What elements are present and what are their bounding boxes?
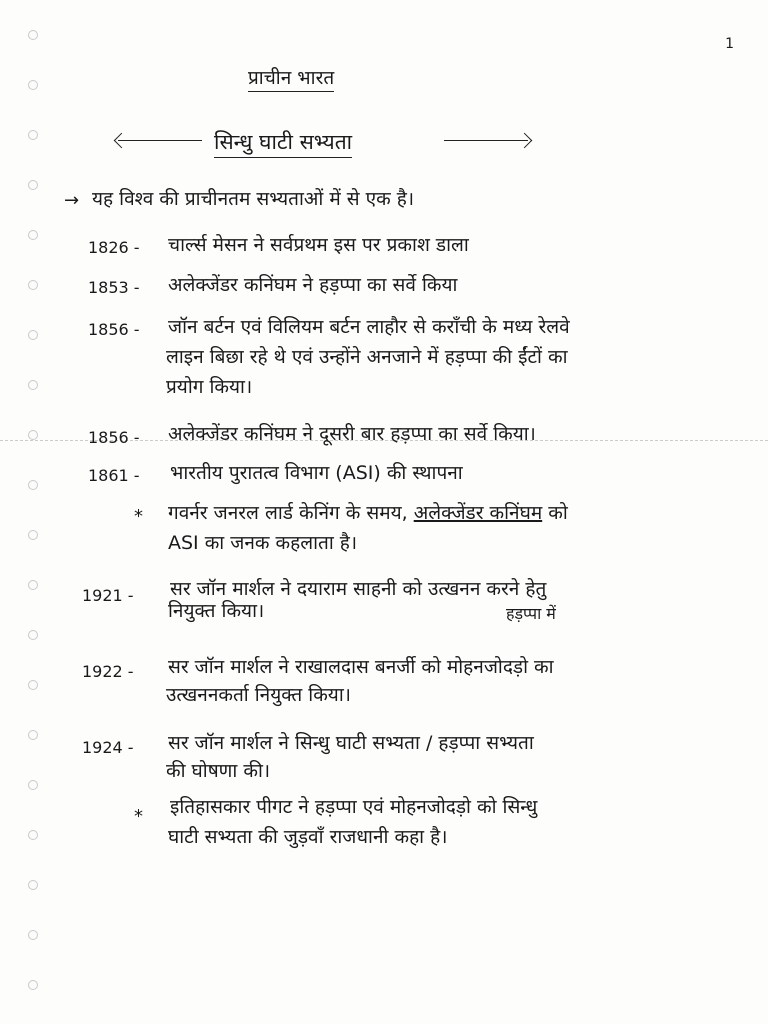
asterisk-bullet-icon: * xyxy=(134,506,143,527)
note-text: घाटी सभ्यता की जुड़वाँ राजधानी कहा है। xyxy=(168,826,448,848)
underlined-name: अलेक्जेंडर कनिंघम xyxy=(413,502,543,524)
left-arrow-icon xyxy=(118,140,202,141)
punch-hole xyxy=(28,80,38,90)
section-title: सिन्धु घाटी सभ्यता xyxy=(214,128,352,158)
entry-text: की घोषणा की। xyxy=(166,760,271,782)
entry-year: 1856 - xyxy=(88,428,140,447)
page-title: प्राचीन भारत xyxy=(248,64,334,92)
section-heading xyxy=(118,128,528,160)
inserted-note: हड़प्पा में xyxy=(506,604,556,623)
entry-year: 1856 - xyxy=(88,320,140,339)
entry-year: 1853 - xyxy=(88,278,140,297)
entry-year: 1922 - xyxy=(82,662,134,681)
punch-hole xyxy=(28,180,38,190)
punch-hole xyxy=(28,880,38,890)
entry-text: अलेक्जेंडर कनिंघम ने हड़प्पा का सर्वे किया xyxy=(168,274,458,296)
entry-text: अलेक्जेंडर कनिंघम ने दूसरी बार हड़प्पा का सर्वे किया। xyxy=(168,423,536,445)
punch-hole xyxy=(28,780,38,790)
punch-hole xyxy=(28,730,38,740)
entry-text: सर जॉन मार्शल ने राखालदास बनर्जी को मोहनजोदड़ो का xyxy=(168,656,554,678)
note-text: ASI का जनक कहलाता है। xyxy=(168,532,358,554)
punch-hole xyxy=(28,980,38,990)
punch-hole xyxy=(28,430,38,440)
punch-hole xyxy=(28,480,38,490)
note-text-part: गवर्नर जनरल लार्ड केनिंग के समय, xyxy=(168,502,414,524)
asterisk-bullet-icon: * xyxy=(134,806,143,827)
entry-text: सर जॉन मार्शल ने सिन्धु घाटी सभ्यता / हड़प्पा सभ्यता xyxy=(168,732,534,754)
entry-text: सर जॉन मार्शल ने दयाराम साहनी को उत्खनन करने हेतु xyxy=(170,578,547,600)
entry-year: 1861 - xyxy=(88,466,140,485)
note-text xyxy=(168,502,568,525)
punch-hole xyxy=(28,530,38,540)
entry-text: भारतीय पुरातत्व विभाग (ASI) की स्थापना xyxy=(170,462,463,484)
entry-text: लाइन बिछा रहे थे एवं उन्होंने अनजाने में हड़प्पा की ईंटों का xyxy=(166,346,568,368)
entry-text: प्रयोग किया। xyxy=(166,376,253,398)
intro-text: यह विश्व की प्राचीनतम सभ्यताओं में से एक है। xyxy=(92,188,415,210)
punch-hole xyxy=(28,830,38,840)
punched-holes-margin xyxy=(22,20,46,1010)
arrow-marker-icon: → xyxy=(64,190,80,211)
entry-year: 1921 - xyxy=(82,586,134,605)
note-text: इतिहासकार पीगट ने हड़प्पा एवं मोहनजोदड़ो को सिन्धु xyxy=(170,796,538,818)
punch-hole xyxy=(28,330,38,340)
punch-hole xyxy=(28,130,38,140)
note-text-part: को xyxy=(542,502,568,524)
punch-hole xyxy=(28,680,38,690)
entry-text: जॉन बर्टन एवं विलियम बर्टन लाहौर से कराँची के मध्य रेलवे xyxy=(168,316,570,338)
page-number: 1 xyxy=(725,36,734,52)
entry-text: चार्ल्स मेसन ने सर्वप्रथम इस पर प्रकाश डाला xyxy=(168,234,469,256)
entry-year: 1826 - xyxy=(88,238,140,257)
punch-hole xyxy=(28,380,38,390)
punch-hole xyxy=(28,230,38,240)
punch-hole xyxy=(28,930,38,940)
entry-text: नियुक्त किया। xyxy=(168,600,265,622)
punch-hole xyxy=(28,280,38,290)
right-arrow-icon xyxy=(444,140,528,141)
punch-hole xyxy=(28,30,38,40)
entry-year: 1924 - xyxy=(82,738,134,757)
punch-hole xyxy=(28,630,38,640)
punch-hole xyxy=(28,580,38,590)
entry-text: उत्खननकर्ता नियुक्त किया। xyxy=(166,684,351,706)
